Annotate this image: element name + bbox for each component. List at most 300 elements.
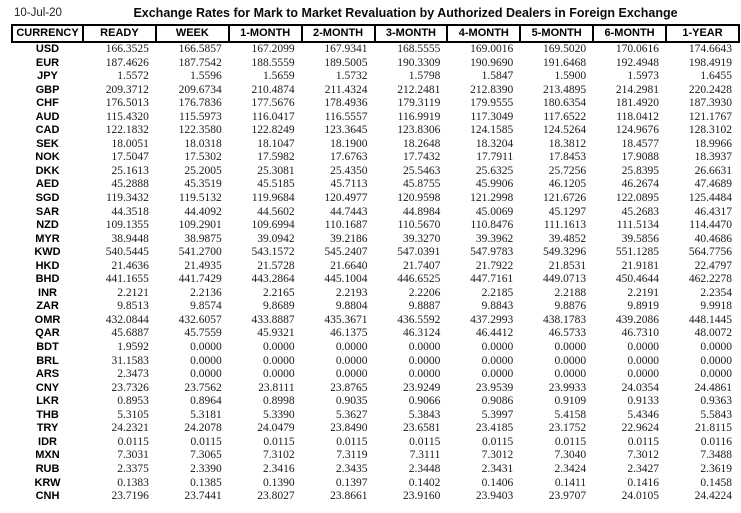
rate-cell: 437.2993 bbox=[470, 313, 514, 326]
rate-cell: 2.2193 bbox=[335, 286, 368, 299]
currency-code: HKD bbox=[35, 259, 60, 272]
rate-cell: 116.0417 bbox=[251, 110, 295, 123]
rate-cell: 214.2981 bbox=[615, 83, 659, 96]
table-row-dkk bbox=[12, 165, 739, 179]
rate-cell: 2.2188 bbox=[554, 286, 587, 299]
currency-code: MXN bbox=[35, 449, 60, 462]
rate-cell: 122.1832 bbox=[105, 124, 149, 137]
rate-cell: 23.6581 bbox=[403, 422, 441, 435]
currency-code: BRL bbox=[36, 354, 59, 367]
rate-cell: 45.2683 bbox=[621, 205, 659, 218]
rate-cell: 192.4948 bbox=[615, 56, 659, 69]
table-row-lkr bbox=[12, 395, 739, 409]
rate-cell: 180.6354 bbox=[543, 97, 587, 110]
rate-cell: 45.7559 bbox=[184, 327, 222, 340]
rate-cell: 21.5728 bbox=[257, 259, 295, 272]
exchange-rates-table bbox=[11, 24, 740, 504]
rate-cell: 121.2998 bbox=[470, 192, 514, 205]
rate-cell: 0.8964 bbox=[190, 395, 222, 408]
column-header-currency: CURRENCY bbox=[12, 25, 83, 42]
rate-cell: 9.8843 bbox=[481, 300, 514, 313]
rate-cell: 5.3105 bbox=[117, 408, 149, 421]
rate-cell: 0.1385 bbox=[190, 476, 222, 489]
rate-cell: 9.8876 bbox=[554, 300, 587, 313]
rate-cell: 169.0016 bbox=[470, 43, 514, 55]
rate-cell: 21.4636 bbox=[111, 259, 149, 272]
rate-cell: 26.6631 bbox=[694, 164, 732, 177]
report-date: 10-Jul-20 bbox=[14, 6, 62, 19]
rate-cell: 23.9160 bbox=[403, 490, 441, 503]
currency-code: MYR bbox=[35, 232, 60, 245]
rate-cell: 447.7161 bbox=[470, 273, 514, 286]
rate-cell: 167.2099 bbox=[251, 43, 295, 55]
rate-cell: 46.1375 bbox=[330, 327, 368, 340]
rate-cell: 176.5013 bbox=[105, 97, 149, 110]
rate-cell: 119.3432 bbox=[106, 192, 149, 205]
table-row-chf bbox=[12, 97, 739, 111]
table-row-cad bbox=[12, 124, 739, 138]
table-row-myr bbox=[12, 233, 739, 247]
rate-cell: 1.5900 bbox=[554, 70, 587, 83]
rate-cell: 0.9363 bbox=[700, 395, 732, 408]
rate-cell: 7.3012 bbox=[627, 449, 659, 462]
rate-cell: 432.6057 bbox=[178, 313, 222, 326]
rate-cell: 39.0942 bbox=[257, 232, 295, 245]
rate-cell: 0.9066 bbox=[408, 395, 441, 408]
rate-cell: 17.6763 bbox=[330, 151, 368, 164]
table-row-usd bbox=[12, 42, 739, 57]
rate-cell: 0.0000 bbox=[408, 341, 441, 354]
rate-cell: 5.4346 bbox=[627, 408, 659, 421]
column-header-3-month: 3-MONTH bbox=[375, 25, 448, 42]
currency-code: ZAR bbox=[36, 300, 59, 313]
rate-cell: 187.7542 bbox=[178, 56, 222, 69]
rate-cell: 543.1572 bbox=[251, 246, 295, 259]
rate-cell: 18.4577 bbox=[621, 137, 659, 150]
rate-cell: 0.0115 bbox=[627, 435, 659, 448]
rate-cell: 7.3065 bbox=[190, 449, 222, 462]
rate-cell: 0.0000 bbox=[335, 341, 368, 354]
rate-cell: 44.8984 bbox=[403, 205, 441, 218]
rate-cell: 24.0105 bbox=[621, 490, 659, 503]
rate-cell: 23.8490 bbox=[330, 422, 368, 435]
rate-cell: 1.5798 bbox=[408, 70, 441, 83]
rate-cell: 22.9624 bbox=[621, 422, 659, 435]
rate-cell: 18.1900 bbox=[330, 137, 368, 150]
rate-cell: 5.3843 bbox=[408, 408, 441, 421]
rate-cell: 115.5973 bbox=[179, 110, 222, 123]
rate-cell: 45.8755 bbox=[403, 178, 441, 191]
column-header-6-month: 6-MONTH bbox=[593, 25, 666, 42]
rate-cell: 0.0000 bbox=[335, 354, 368, 367]
rate-cell: 38.9875 bbox=[184, 232, 222, 245]
rate-cell: 47.4689 bbox=[694, 178, 732, 191]
rate-cell: 117.3049 bbox=[470, 110, 514, 123]
rate-cell: 25.6325 bbox=[475, 164, 514, 177]
rate-cell: 118.0412 bbox=[616, 110, 659, 123]
rate-cell: 23.9707 bbox=[548, 490, 587, 503]
currency-code: LKR bbox=[36, 395, 59, 408]
rate-cell: 25.1613 bbox=[111, 164, 149, 177]
rate-cell: 0.0115 bbox=[554, 435, 587, 448]
rate-cell: 25.8395 bbox=[621, 164, 659, 177]
rate-cell: 2.2354 bbox=[700, 286, 732, 299]
rate-cell: 179.9555 bbox=[470, 97, 514, 110]
rate-cell: 0.0000 bbox=[481, 354, 514, 367]
table-row-sgd bbox=[12, 192, 739, 206]
table-row-thb bbox=[12, 409, 739, 423]
rate-cell: 5.5843 bbox=[700, 408, 732, 421]
rate-cell: 23.9249 bbox=[403, 381, 441, 394]
rate-cell: 1.5973 bbox=[627, 70, 659, 83]
rate-cell: 187.3930 bbox=[688, 97, 732, 110]
rate-cell: 5.3390 bbox=[263, 408, 295, 421]
rate-cell: 564.7756 bbox=[688, 246, 732, 259]
rate-cell: 213.4895 bbox=[543, 83, 587, 96]
currency-code: NZD bbox=[36, 219, 59, 232]
table-row-nok bbox=[12, 151, 739, 165]
rate-cell: 0.1390 bbox=[263, 476, 295, 489]
currency-code: BDT bbox=[36, 341, 59, 354]
rate-cell: 1.9592 bbox=[117, 341, 149, 354]
rate-cell: 2.3416 bbox=[263, 462, 295, 475]
table-row-rub bbox=[12, 463, 739, 477]
rate-cell: 18.3937 bbox=[694, 151, 732, 164]
table-row-brl bbox=[12, 355, 739, 369]
rate-cell: 545.2407 bbox=[324, 246, 368, 259]
currency-code: AED bbox=[35, 178, 60, 191]
rate-cell: 46.4317 bbox=[694, 205, 732, 218]
rate-cell: 0.9035 bbox=[335, 395, 368, 408]
currency-code: ARS bbox=[35, 368, 60, 381]
rate-cell: 0.0000 bbox=[481, 368, 514, 381]
currency-code: CAD bbox=[35, 124, 60, 137]
rate-cell: 198.4919 bbox=[688, 56, 732, 69]
rate-cell: 119.5132 bbox=[179, 192, 222, 205]
rate-cell: 21.8115 bbox=[695, 422, 732, 435]
table-row-zar bbox=[12, 300, 739, 314]
currency-code: OMR bbox=[34, 313, 61, 326]
currency-code: TRY bbox=[36, 422, 59, 435]
rate-cell: 121.6726 bbox=[543, 192, 587, 205]
rate-cell: 211.4324 bbox=[324, 83, 368, 96]
rate-cell: 24.2321 bbox=[111, 422, 149, 435]
rate-cell: 541.2700 bbox=[178, 246, 222, 259]
rate-cell: 17.5047 bbox=[111, 151, 149, 164]
rate-cell: 190.3309 bbox=[397, 56, 441, 69]
rate-cell: 166.3525 bbox=[105, 43, 149, 55]
rate-cell: 0.0000 bbox=[554, 354, 587, 367]
rate-cell: 169.5020 bbox=[543, 43, 587, 55]
currency-code: GBP bbox=[35, 83, 60, 96]
rate-cell: 443.2864 bbox=[251, 273, 295, 286]
rate-cell: 25.7256 bbox=[548, 164, 587, 177]
rate-cell: 1.6455 bbox=[700, 70, 732, 83]
rate-cell: 109.2901 bbox=[178, 219, 222, 232]
currency-code: IDR bbox=[38, 435, 57, 448]
rate-cell: 0.1402 bbox=[408, 476, 441, 489]
rate-cell: 17.7432 bbox=[403, 151, 441, 164]
rate-cell: 220.2428 bbox=[688, 83, 732, 96]
rate-cell: 446.6525 bbox=[397, 273, 441, 286]
currency-code: CNH bbox=[35, 490, 60, 503]
rate-cell: 9.8689 bbox=[263, 300, 295, 313]
rate-cell: 110.8476 bbox=[470, 219, 514, 232]
rate-cell: 23.8765 bbox=[330, 381, 368, 394]
rate-cell: 45.3519 bbox=[184, 178, 222, 191]
rate-cell: 122.3580 bbox=[178, 124, 222, 137]
rate-cell: 45.6887 bbox=[111, 327, 149, 340]
table-row-try bbox=[12, 422, 739, 436]
rate-cell: 24.2078 bbox=[184, 422, 222, 435]
rate-cell: 2.2191 bbox=[627, 286, 659, 299]
table-row-eur bbox=[12, 57, 739, 71]
rate-cell: 445.1004 bbox=[324, 273, 368, 286]
currency-code: EUR bbox=[35, 56, 60, 69]
rate-cell: 2.3427 bbox=[627, 462, 659, 475]
column-header-4-month: 4-MONTH bbox=[447, 25, 520, 42]
rate-cell: 2.3619 bbox=[700, 462, 732, 475]
rate-cell: 0.1383 bbox=[117, 476, 149, 489]
rate-cell: 432.0844 bbox=[105, 313, 149, 326]
currency-code: KRW bbox=[34, 476, 61, 489]
rate-cell: 1.5572 bbox=[117, 70, 149, 83]
rate-cell: 23.7562 bbox=[184, 381, 222, 394]
currency-code: THB bbox=[36, 408, 59, 421]
currency-code: AUD bbox=[35, 110, 60, 123]
rate-cell: 0.0115 bbox=[190, 435, 222, 448]
rate-cell: 0.9086 bbox=[481, 395, 514, 408]
rate-cell: 25.3081 bbox=[257, 164, 295, 177]
rate-cell: 9.8887 bbox=[408, 300, 441, 313]
table-header-row bbox=[12, 25, 739, 42]
rate-cell: 0.8998 bbox=[263, 395, 295, 408]
table-row-omr bbox=[12, 314, 739, 328]
rate-cell: 0.0000 bbox=[481, 341, 514, 354]
table-row-inr bbox=[12, 287, 739, 301]
rate-cell: 23.8661 bbox=[330, 490, 368, 503]
rate-cell: 2.3424 bbox=[554, 462, 587, 475]
rate-cell: 22.4797 bbox=[694, 259, 732, 272]
rate-cell: 0.0115 bbox=[263, 435, 295, 448]
rate-cell: 21.7922 bbox=[475, 259, 514, 272]
rate-cell: 438.1783 bbox=[543, 313, 587, 326]
rate-cell: 0.0116 bbox=[700, 435, 732, 448]
rate-cell: 178.4936 bbox=[324, 97, 368, 110]
rate-cell: 2.3431 bbox=[481, 462, 514, 475]
rate-cell: 24.0354 bbox=[621, 381, 659, 394]
rate-cell: 168.5555 bbox=[397, 43, 441, 55]
rate-cell: 109.1355 bbox=[105, 219, 149, 232]
rate-cell: 0.9109 bbox=[554, 395, 587, 408]
rate-cell: 25.2005 bbox=[184, 164, 222, 177]
rate-cell: 21.4935 bbox=[184, 259, 222, 272]
rate-cell: 0.1458 bbox=[700, 476, 732, 489]
table-row-kwd bbox=[12, 246, 739, 260]
table-row-hkd bbox=[12, 260, 739, 274]
rate-cell: 39.3962 bbox=[475, 232, 514, 245]
rate-cell: 2.2165 bbox=[263, 286, 295, 299]
rate-cell: 45.7113 bbox=[330, 178, 368, 191]
rate-cell: 0.0115 bbox=[409, 435, 441, 448]
rate-cell: 0.0000 bbox=[554, 341, 587, 354]
table-header bbox=[12, 25, 739, 42]
rate-cell: 9.8919 bbox=[627, 300, 659, 313]
rate-cell: 110.5670 bbox=[397, 219, 441, 232]
rate-cell: 17.7911 bbox=[476, 151, 514, 164]
rate-cell: 0.0000 bbox=[627, 354, 659, 367]
rate-cell: 7.3111 bbox=[409, 449, 441, 462]
rate-cell: 39.3270 bbox=[403, 232, 441, 245]
rate-cell: 166.5857 bbox=[178, 43, 222, 55]
currency-code: KWD bbox=[34, 246, 61, 259]
rate-cell: 5.3997 bbox=[481, 408, 514, 421]
table-row-idr bbox=[12, 436, 739, 450]
rate-cell: 46.2674 bbox=[621, 178, 659, 191]
rate-cell: 176.7836 bbox=[178, 97, 222, 110]
rate-cell: 2.2185 bbox=[481, 286, 514, 299]
rate-cell: 114.4470 bbox=[689, 219, 732, 232]
rate-cell: 9.8513 bbox=[117, 300, 149, 313]
rate-cell: 436.5592 bbox=[397, 313, 441, 326]
rate-cell: 124.5264 bbox=[543, 124, 587, 137]
rate-cell: 2.2206 bbox=[408, 286, 441, 299]
rate-cell: 9.8804 bbox=[335, 300, 368, 313]
rate-cell: 439.2086 bbox=[615, 313, 659, 326]
table-row-aud bbox=[12, 111, 739, 125]
rate-cell: 1.5596 bbox=[190, 70, 222, 83]
rate-cell: 7.3102 bbox=[263, 449, 295, 462]
table-row-ars bbox=[12, 368, 739, 382]
currency-code: CHF bbox=[36, 97, 59, 110]
title-bar bbox=[0, 0, 741, 22]
table-row-bhd bbox=[12, 273, 739, 287]
table-row-qar bbox=[12, 327, 739, 341]
rate-cell: 188.5559 bbox=[251, 56, 295, 69]
rate-cell: 31.1583 bbox=[111, 354, 149, 367]
rate-cell: 449.0713 bbox=[543, 273, 587, 286]
rate-cell: 0.0000 bbox=[263, 341, 295, 354]
rate-cell: 441.1655 bbox=[105, 273, 149, 286]
rate-cell: 121.1767 bbox=[688, 110, 732, 123]
rate-cell: 0.0115 bbox=[482, 435, 514, 448]
rate-cell: 120.9598 bbox=[397, 192, 441, 205]
rate-cell: 0.0000 bbox=[627, 368, 659, 381]
rate-cell: 38.9448 bbox=[111, 232, 149, 245]
table-row-mxn bbox=[12, 449, 739, 463]
rate-cell: 18.0051 bbox=[111, 137, 149, 150]
rate-cell: 21.9181 bbox=[621, 259, 659, 272]
rate-cell: 111.1613 bbox=[543, 219, 587, 232]
column-header-ready: READY bbox=[83, 25, 156, 42]
rate-cell: 23.7326 bbox=[111, 381, 149, 394]
currency-code: INR bbox=[38, 286, 57, 299]
rate-cell: 1.5847 bbox=[481, 70, 514, 83]
rate-cell: 0.0000 bbox=[554, 368, 587, 381]
rate-cell: 174.6643 bbox=[688, 43, 732, 55]
rate-cell: 7.3031 bbox=[117, 449, 149, 462]
rate-cell: 7.3119 bbox=[336, 449, 368, 462]
rate-cell: 110.1687 bbox=[324, 219, 368, 232]
column-header-1-month: 1-MONTH bbox=[229, 25, 302, 42]
rate-cell: 540.5445 bbox=[105, 246, 149, 259]
rate-cell: 48.0072 bbox=[694, 327, 732, 340]
rate-cell: 0.1411 bbox=[554, 476, 587, 489]
rate-cell: 45.1297 bbox=[548, 205, 587, 218]
rate-cell: 109.6994 bbox=[251, 219, 295, 232]
rate-cell: 23.7196 bbox=[111, 490, 149, 503]
rate-cell: 18.2648 bbox=[403, 137, 441, 150]
column-header-1-year: 1-YEAR bbox=[666, 25, 739, 42]
rate-cell: 547.0391 bbox=[397, 246, 441, 259]
rate-cell: 0.9133 bbox=[627, 395, 659, 408]
rate-cell: 18.0318 bbox=[184, 137, 222, 150]
table-row-nzd bbox=[12, 219, 739, 233]
rate-cell: 122.8249 bbox=[251, 124, 295, 137]
rate-cell: 0.1397 bbox=[335, 476, 368, 489]
rate-cell: 46.4412 bbox=[475, 327, 514, 340]
rate-cell: 124.1585 bbox=[470, 124, 514, 137]
table-row-cnh bbox=[12, 490, 739, 504]
rate-cell: 17.9088 bbox=[621, 151, 659, 164]
rate-cell: 462.2278 bbox=[688, 273, 732, 286]
column-header-5-month: 5-MONTH bbox=[520, 25, 593, 42]
rate-cell: 0.0000 bbox=[627, 341, 659, 354]
rate-cell: 44.5602 bbox=[257, 205, 295, 218]
table-row-cny bbox=[12, 382, 739, 396]
rate-cell: 125.4484 bbox=[688, 192, 732, 205]
rate-cell: 0.0000 bbox=[263, 354, 295, 367]
column-header-2-month: 2-MONTH bbox=[302, 25, 375, 42]
rate-cell: 23.9403 bbox=[475, 490, 514, 503]
rate-cell: 117.6522 bbox=[543, 110, 587, 123]
rate-cell: 23.7441 bbox=[184, 490, 222, 503]
rate-cell: 181.4920 bbox=[615, 97, 659, 110]
rate-cell: 187.4626 bbox=[105, 56, 149, 69]
rate-cell: 23.9933 bbox=[548, 381, 587, 394]
rate-cell: 1.5659 bbox=[263, 70, 295, 83]
rate-cell: 2.3473 bbox=[117, 368, 149, 381]
currency-code: RUB bbox=[35, 462, 60, 475]
rate-cell: 39.2186 bbox=[330, 232, 368, 245]
table-row-aed bbox=[12, 178, 739, 192]
rate-cell: 2.3390 bbox=[190, 462, 222, 475]
rate-cell: 45.0069 bbox=[475, 205, 514, 218]
table-row-sek bbox=[12, 138, 739, 152]
rate-cell: 5.3627 bbox=[335, 408, 368, 421]
rate-cell: 23.1752 bbox=[548, 422, 587, 435]
rate-cell: 24.4224 bbox=[694, 490, 732, 503]
rate-cell: 0.1406 bbox=[481, 476, 514, 489]
currency-code: SAR bbox=[35, 205, 60, 218]
rate-cell: 23.4185 bbox=[475, 422, 514, 435]
currency-code: QAR bbox=[35, 327, 60, 340]
rate-cell: 9.8574 bbox=[190, 300, 222, 313]
rate-cell: 116.9919 bbox=[397, 110, 441, 123]
rate-cell: 23.9539 bbox=[475, 381, 514, 394]
rate-cell: 25.4350 bbox=[330, 164, 368, 177]
rate-cell: 189.5005 bbox=[324, 56, 368, 69]
rate-cell: 0.0000 bbox=[700, 341, 732, 354]
rate-cell: 119.9684 bbox=[251, 192, 295, 205]
rate-cell: 115.4320 bbox=[106, 110, 149, 123]
rate-cell: 24.0479 bbox=[257, 422, 295, 435]
rate-cell: 2.2121 bbox=[117, 286, 149, 299]
rate-cell: 441.7429 bbox=[178, 273, 222, 286]
currency-code: JPY bbox=[37, 70, 58, 83]
rate-cell: 549.3296 bbox=[543, 246, 587, 259]
rate-cell: 45.9321 bbox=[257, 327, 295, 340]
